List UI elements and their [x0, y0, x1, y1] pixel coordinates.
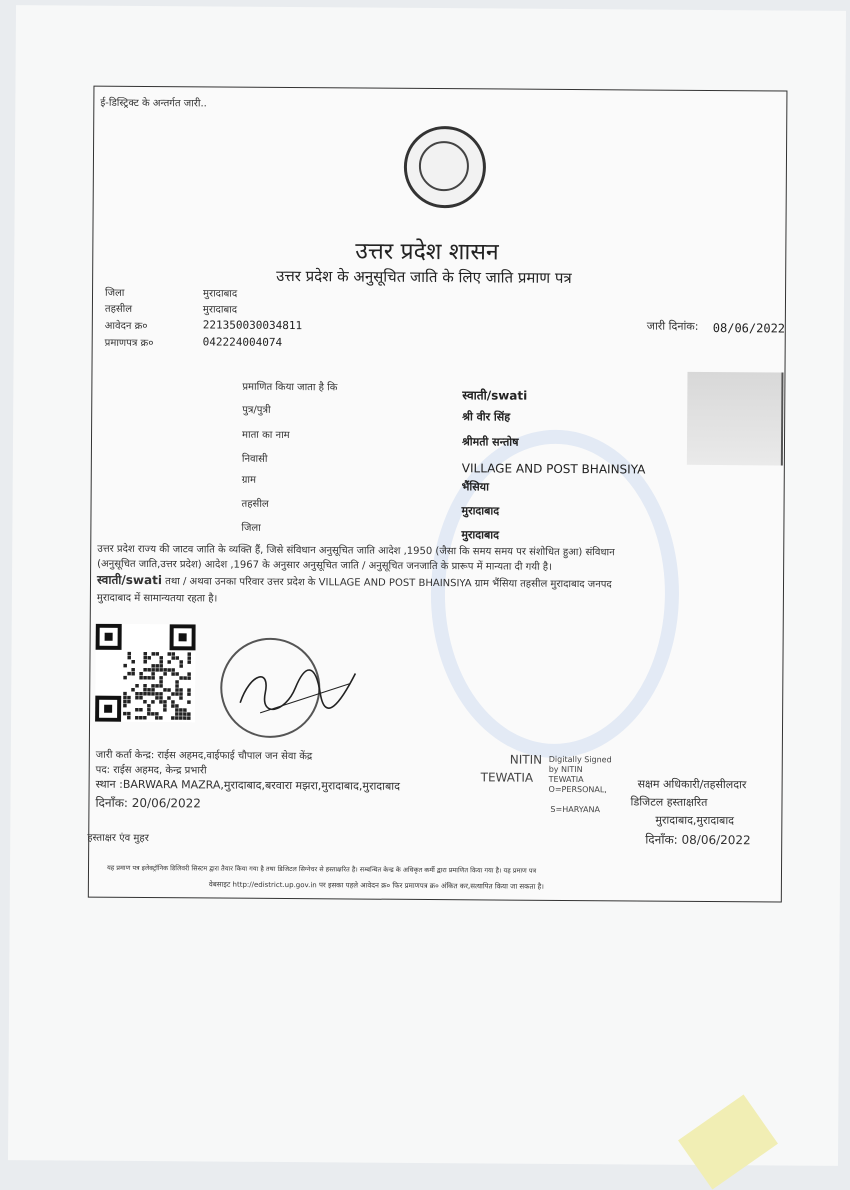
detail-value-resident: VILLAGE AND POST BHAINSIYA: [461, 461, 646, 477]
detail-value-tehsil: मुरादाबाद: [461, 504, 500, 518]
up-emblem-icon: [404, 126, 487, 209]
footer-line-1: यह प्रमाण पत्र इलेक्ट्रॉनिक डिलिवरी सिस्टम द्वारा तैयार किया गया है तथा डिजिटल सिग्नेचर से हस्ताक्षरित है। सम्बन्धित केन्द्र के अधिकृत कर्मी द्वारा प्रमाणित किया गया है। यह प्रमाण पत्र: [106, 863, 537, 875]
issuer-center: जारी कर्ता केन्द्र: राईस अहमद,वाईफाई चौपाल जन सेवा केंद्र: [95, 749, 313, 763]
digital-sign-name-2: TEWATIA: [480, 770, 534, 785]
issue-date-label: जारी दिनांक:: [646, 319, 699, 333]
issuer-date: दिनाँक: 20/06/2022: [95, 795, 202, 811]
body-line-3-rest: तथा / अथवा उनका परिवार उत्तर प्रदेश के VILLAGE AND POST BHAINSIYA ग्राम भैंसिया तहसील मुरादाबाद जनपद: [161, 576, 612, 591]
issuer-place: स्थान :BARWARA MAZRA,मुरादाबाद,बरवारा मझरा,मुरादाबाद,मुरादाबाद: [95, 777, 401, 793]
authority-line-2: डिजिटल हस्ताक्षरित: [630, 795, 708, 809]
body-line-4: मुरादाबाद में सामान्यतया रहता है।: [96, 592, 218, 605]
sign-seal: हस्ताक्षर एंव मुहर: [87, 832, 149, 845]
certificate-label: प्रमाणपत्र क्र०: [104, 337, 154, 350]
detail-value-mother: श्रीमती सन्तोष: [461, 435, 519, 449]
certificate-value: 042224004074: [202, 335, 283, 349]
digital-sign-name-1: NITIN: [509, 752, 543, 767]
district-value: मुरादाबाद: [202, 288, 238, 300]
detail-label-tehsil: तहसील: [241, 498, 269, 510]
application-value: 221350030034811: [202, 318, 303, 333]
digital-sign-line-3: TEWATIA: [548, 774, 584, 785]
detail-label-village: ग्राम: [241, 474, 256, 486]
body-line-3: [97, 571, 612, 592]
application-label: आवेदन क्र०: [104, 320, 148, 333]
digital-sign-line-5: S=HARYANA: [550, 804, 600, 815]
cert-title: उत्तर प्रदेश के अनुसूचित जाति के लिए जाति प्रमाण पत्र: [276, 266, 572, 288]
district-label: जिला: [104, 287, 125, 299]
certificate: [88, 86, 788, 903]
digital-sign-line-1: Digitally Signed: [548, 754, 612, 765]
gov-title: उत्तर प्रदेश शासन: [355, 238, 499, 266]
detail-value-name: स्वाती/swati: [462, 388, 528, 403]
detail-value-village: भैंसिया: [461, 480, 489, 494]
footer-line-2: वेबसाइट http://edistrict.up.gov.in पर इसका पहले आवेदन क्र० फिर प्रमाणपत्र क्र० अंकित कर,सत्यापित किया जा सकता है।: [208, 880, 544, 891]
detail-value-district: मुरादाबाद: [461, 528, 499, 542]
detail-label-child-of: पुत्र/पुत्री: [242, 404, 271, 416]
detail-label-mother: माता का नाम: [242, 429, 290, 442]
body-line-1: उत्तर प्रदेश राज्य की जाटव जाति के व्यक्ति हैं, जिसे संविधान अनुसूचित जाति आदेश ,1950 (जैसा कि समय समय पर संशोधित हुआ) संविधान: [97, 543, 615, 559]
qr-code-icon: [95, 624, 196, 723]
signature-icon: [230, 653, 360, 724]
scanned-page: [8, 5, 846, 1166]
applicant-photo: [687, 372, 784, 466]
detail-label-district: जिला: [241, 522, 261, 534]
digital-sign-line-4: O=PERSONAL,: [548, 784, 607, 795]
authority-line-1: सक्षम अधिकारी/तहसीलदार: [637, 777, 747, 792]
detail-label-certified: प्रमाणित किया जाता है कि: [242, 381, 338, 394]
body-name: स्वाती/swati: [96, 572, 163, 588]
issuer-post: पद: राईस अहमद, केन्द्र प्रभारी: [95, 764, 207, 777]
digital-sign-line-2: by NITIN: [548, 764, 583, 775]
top-note: ई-डिस्ट्रिक्ट के अन्तर्गत जारी..: [100, 97, 207, 110]
tehsil-value: मुरादाबाद: [202, 304, 238, 316]
issue-date-value: 08/06/2022: [712, 320, 786, 336]
detail-label-resident: निवासी: [241, 453, 268, 465]
tehsil-label: तहसील: [104, 303, 133, 315]
authority-line-4: दिनाँक: 08/06/2022: [645, 832, 751, 848]
authority-line-3: मुरादाबाद,मुरादाबाद: [655, 813, 735, 828]
body-line-2: (अनुसूचित जाति,उत्तर प्रदेश) आदेश ,1967 के अनुसार अनुसूचित जाति / अनुसूचित जनजाति के प्रारूप में मान्यता दी गयी है।: [97, 558, 552, 573]
detail-value-father: श्री वीर सिंह: [462, 410, 511, 424]
